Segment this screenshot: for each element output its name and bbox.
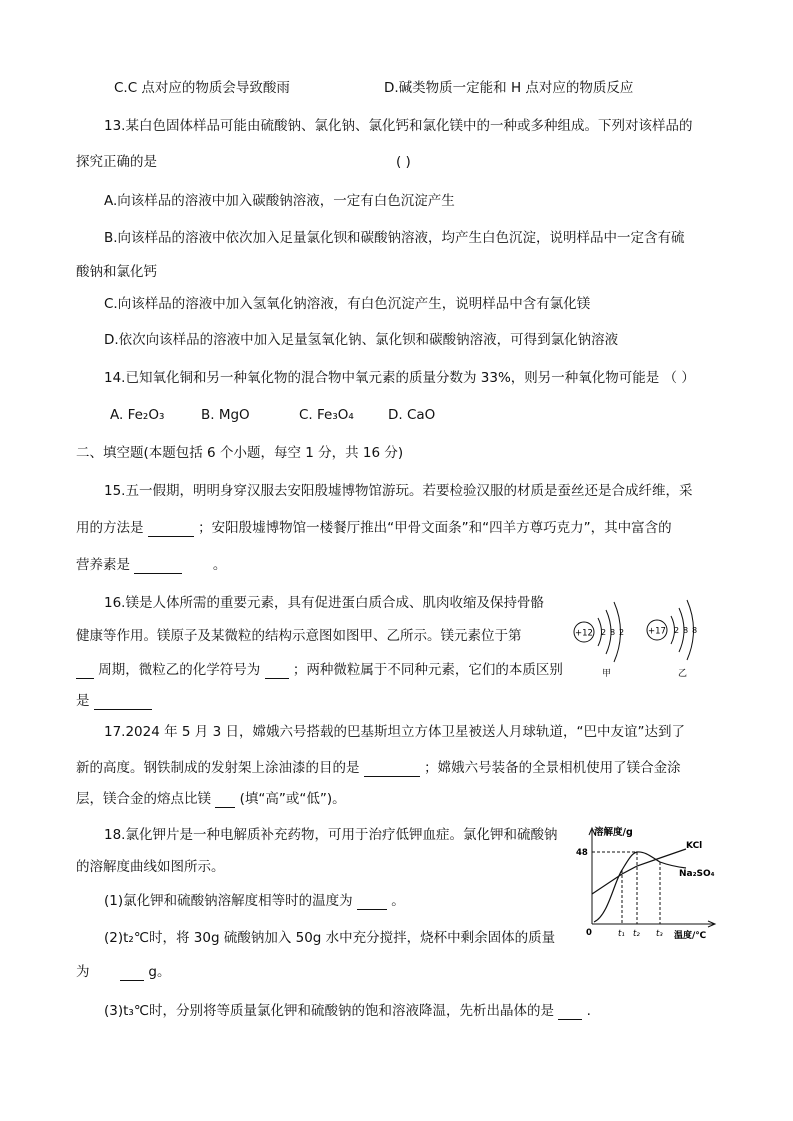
q17-text-b: ；嫦娥六号装备的全景相机使用了镁合金涂 [424, 760, 681, 776]
q16-line-3 [76, 661, 563, 679]
q16-text-a: 周期，微粒乙的化学符号为 [98, 662, 261, 678]
q16-answer-blank-3[interactable] [94, 695, 152, 710]
q18-sub-2: (2)t₂℃时，将 30g 硫酸钠加入 50g 水中充分搅拌，烧杯中剩余固体的质量 [104, 930, 556, 946]
tick-t3: t₃ [656, 929, 663, 939]
q18-sub-2-text-c: g。 [148, 964, 171, 980]
electron-count-jia-1: 2 [601, 628, 607, 637]
electron-count-yi-3: 8 [692, 626, 698, 635]
q14-option-d: D. CaO [388, 407, 436, 423]
q18-sub-1 [104, 892, 405, 910]
q15-text-d: 。 [212, 557, 227, 573]
q13-option-b-line-1: B.向该样品的溶液中依次加入足量氯化钡和碳酸钠溶液，均产生白色沉淀，说明样品中一定含有硫 [104, 230, 685, 246]
q17-line-1: 17.2024 年 5 月 3 日，嫦娥六号搭载的巴基斯坦立方体卫星被送人月球轨道，“巴中友谊”达到了 [104, 724, 685, 740]
electron-count-yi-2: 8 [683, 626, 689, 635]
q18-answer-blank-1[interactable] [357, 895, 387, 910]
q15-text-a: 用的方法是 [76, 520, 144, 536]
q18-sub-3 [104, 1002, 591, 1020]
q17-text-a: 新的高度。钢铁制成的发射架上涂油漆的目的是 [76, 760, 360, 776]
q17-answer-blank-2[interactable] [215, 793, 235, 808]
q15-line-1: 15.五一假期，明明身穿汉服去安阳殷墟博物馆游玩。若要检验汉服的材质是蚕丝还是合成纤维，采 [104, 483, 693, 499]
atom-diagram-yi [647, 600, 697, 679]
q13-option-b-line-2: 酸钠和氯化钙 [76, 264, 157, 280]
y-axis-label: 溶解度/g [594, 827, 633, 838]
q12-option-c: C.C 点对应的物质会导致酸雨 [114, 80, 290, 96]
electron-count-jia-2: 8 [610, 628, 616, 637]
q18-line-2: 的溶解度曲线如图所示。 [76, 859, 225, 875]
q13-option-d: D.依次向该样品的溶液中加入足量氢氧化钠、氯化钡和碳酸钠溶液，可得到氯化钠溶液 [104, 332, 619, 348]
q17-text-d: (填“高”或“低”)。 [239, 791, 346, 807]
atom-diagram-jia [574, 602, 624, 679]
q13-stem-line-1: 13.某白色固体样品可能由硫酸钠、氯化钠、氯化钙和氯化镁中的一种或多种组成。下列对该样品的 [104, 118, 693, 134]
q18-sub-1-end: 。 [391, 893, 405, 909]
section-heading: 二、填空题(本题包括 6 个小题，每空 1 分，共 16 分) [76, 445, 404, 461]
q16-answer-blank-1[interactable] [76, 664, 94, 679]
q16-text-b: ；两种微粒属于不同种元素，它们的本质区别 [292, 662, 563, 678]
q12-option-d: D.碱类物质一定能和 H 点对应的物质反应 [384, 80, 634, 96]
q16-answer-blank-2[interactable] [265, 664, 289, 679]
solubility-chart [576, 824, 722, 944]
x-axis-label: 温度/℃ [674, 931, 707, 941]
q16-line-2: 健康等作用。镁原子及某微粒的结构示意图如图甲、乙所示。镁元素位于第 [76, 628, 522, 644]
q15-text-b: ；安阳殷墟博物馆一楼餐厅推出“甲骨文面条”和“四羊方尊巧克力”，其中富含的 [198, 520, 672, 536]
q18-answer-blank-2[interactable] [120, 966, 144, 981]
tick-t2: t₂ [633, 929, 640, 939]
q17-line-3 [76, 790, 346, 808]
q18-answer-blank-3[interactable] [558, 1005, 582, 1020]
q13-answer-paren: ( ) [396, 154, 411, 170]
q17-line-2 [76, 759, 681, 777]
q15-answer-blank-1[interactable] [148, 522, 194, 537]
q16-line-4 [76, 692, 152, 710]
q15-line-2 [76, 519, 672, 537]
q18-sub-2-cont [76, 963, 170, 981]
atom-structure-diagram [568, 596, 718, 680]
electron-count-yi-1: 2 [674, 626, 680, 635]
q15-line-3 [76, 556, 226, 574]
q16-text-c: 是 [76, 693, 90, 709]
caption-jia: 甲 [602, 669, 612, 679]
q14-option-c: C. Fe₃O₄ [299, 407, 354, 423]
electron-count-jia-3: 2 [619, 628, 625, 637]
q14-option-a: A. Fe₂O₃ [110, 407, 165, 423]
tick-t1: t₁ [618, 929, 625, 939]
nucleus-label-yi: +17 [648, 626, 666, 637]
legend-na2so4: Na₂SO₄ [679, 869, 715, 879]
q15-text-c: 营养素是 [76, 557, 130, 573]
q13-stem-line-2: 探究正确的是 [76, 154, 157, 170]
legend-kcl: KCl [686, 841, 703, 851]
y-tick-48: 48 [576, 848, 588, 858]
q18-sub-3-text: (3)t₃℃时，分别将等质量氯化钾和硫酸钠的饱和溶液降温，先析出晶体的是 [104, 1003, 554, 1019]
q14-option-b: B. MgO [201, 407, 250, 423]
q15-answer-blank-2[interactable] [134, 559, 182, 574]
caption-yi: 乙 [678, 669, 688, 679]
q14-stem: 14.已知氧化铜和另一种氧化物的混合物中氧元素的质量分数为 33%，则另一种氧化物可能是 （ ） [104, 370, 695, 386]
q17-text-c: 层，镁合金的熔点比镁 [76, 791, 211, 807]
q13-option-a: A.向该样品的溶液中加入碳酸钠溶液，一定有白色沉淀产生 [104, 193, 455, 209]
q18-sub-3-end: . [586, 1003, 591, 1019]
series-line-na2so4 [594, 852, 686, 922]
q18-sub-2-text-b: 为 [76, 964, 90, 980]
q16-line-1: 16.镁是人体所需的重要元素，具有促进蛋白质合成、肌肉收缩及保持骨骼 [104, 595, 544, 611]
origin-label: 0 [586, 928, 592, 938]
series-line-kcl [592, 849, 686, 894]
q17-answer-blank-1[interactable] [364, 762, 420, 777]
nucleus-label-jia: +12 [575, 628, 593, 639]
q13-option-c: C.向该样品的溶液中加入氢氧化钠溶液，有白色沉淀产生，说明样品中含有氯化镁 [104, 296, 591, 312]
q18-line-1: 18.氯化钾片是一种电解质补充药物，可用于治疗低钾血症。氯化钾和硫酸钠 [104, 827, 558, 843]
q18-sub-1-text: (1)氯化钾和硫酸钠溶解度相等时的温度为 [104, 893, 353, 909]
